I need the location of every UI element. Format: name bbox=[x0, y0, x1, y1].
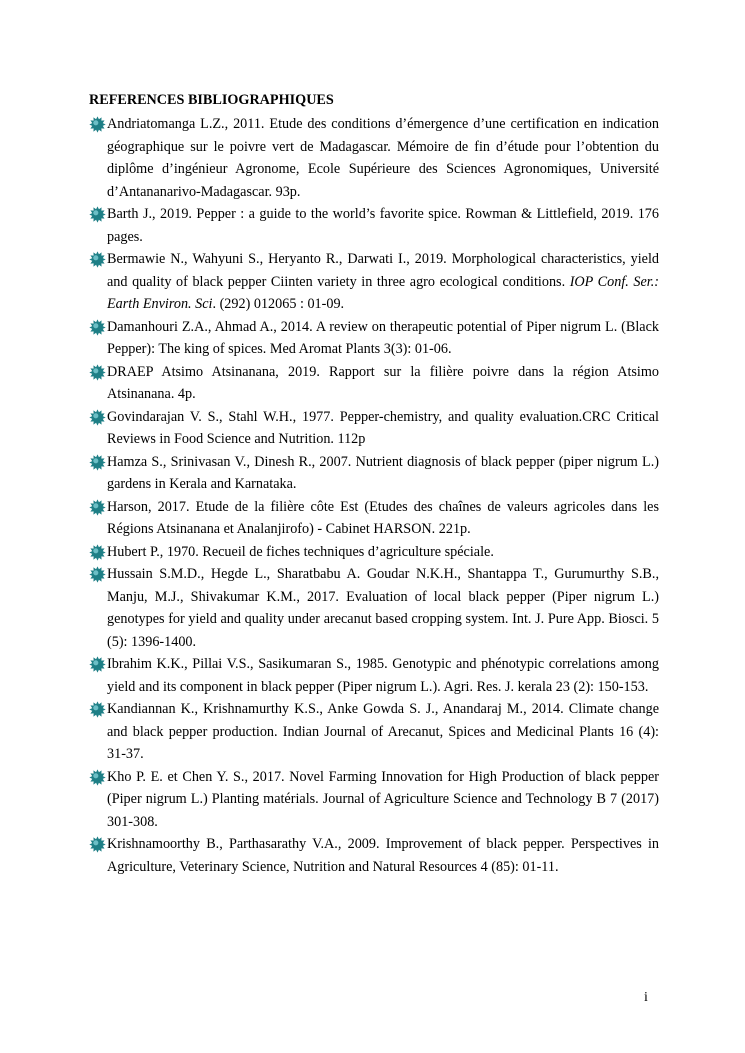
reference-text-tail: . (292) 012065 : 01-09. bbox=[212, 296, 345, 312]
gear-bullet-icon bbox=[89, 836, 106, 853]
reference-item bbox=[89, 766, 659, 834]
reference-text: DRAEP Atsimo Atsinanana, 2019. Rapport sur la filière poivre dans la région Atsimo Atsinanana. 4p. bbox=[107, 363, 659, 402]
reference-text: Ibrahim K.K., Pillai V.S., Sasikumaran S., 1985. Genotypic and phénotypic correlations among yield and its component in black pepper (Piper nigrum L.). Agri. Res. J. kerala 23 (2): 150-153. bbox=[107, 656, 659, 695]
reference-text: Andriatomanga L.Z., 2011. Etude des conditions d’émergence d’une certification en indication géographique sur le poivre vert de Madagascar. Mémoire de fin d’étude pour l’obtention du diplôme d’ingénieur Agronome, Ecole Supérieure des Sciences Agronomiques, Université d’Antananarivo-Madagascar. 93p. bbox=[107, 116, 659, 200]
reference-item bbox=[89, 698, 659, 766]
gear-bullet-icon bbox=[89, 454, 106, 471]
reference-item bbox=[89, 406, 659, 451]
reference-item bbox=[89, 833, 659, 878]
gear-bullet-icon bbox=[89, 206, 106, 223]
reference-text: Hussain S.M.D., Hegde L., Sharatbabu A. Goudar N.K.H., Shantappa T., Gurumurthy S.B., Manju, M.J., Shivakumar K.M., 2017. Evaluation of local black pepper (Piper nigrum L.) genotypes for yield and quality under arecanut based cropping system. Int. J. Pure App. Biosci. 5 (5): 1396-1400. bbox=[107, 566, 659, 650]
reference-list bbox=[89, 113, 659, 878]
reference-item bbox=[89, 361, 659, 406]
reference-item bbox=[89, 113, 659, 203]
gear-bullet-icon bbox=[89, 499, 106, 516]
reference-text: Harson, 2017. Etude de la filière côte Est (Etudes des chaînes de valeurs agricoles dans les Régions Atsinanana et Analanjirofo) - Cabinet HARSON. 221p. bbox=[107, 498, 659, 537]
gear-bullet-icon bbox=[89, 364, 106, 381]
gear-bullet-icon bbox=[89, 544, 106, 561]
gear-bullet-icon bbox=[89, 701, 106, 718]
reference-text: Damanhouri Z.A., Ahmad A., 2014. A review on therapeutic potential of Piper nigrum L. (Black Pepper): The king of spices. Med Aromat Plants 3(3): 01-06. bbox=[107, 318, 659, 357]
reference-item bbox=[89, 653, 659, 698]
reference-item bbox=[89, 316, 659, 361]
reference-item bbox=[89, 203, 659, 248]
gear-bullet-icon bbox=[89, 319, 106, 336]
reference-item bbox=[89, 496, 659, 541]
reference-text: Kandiannan K., Krishnamurthy K.S., Anke Gowda S. J., Anandaraj M., 2014. Climate change and black pepper production. Indian Journal of Arecanut, Spices and Medicinal Plants 16 (4): 31-37. bbox=[107, 701, 659, 762]
gear-bullet-icon bbox=[89, 769, 106, 786]
gear-bullet-icon bbox=[89, 566, 106, 583]
reference-item bbox=[89, 248, 659, 316]
reference-item bbox=[89, 563, 659, 653]
reference-item bbox=[89, 451, 659, 496]
gear-bullet-icon bbox=[89, 251, 106, 268]
gear-bullet-icon bbox=[89, 116, 106, 133]
reference-text: Hubert P., 1970. Recueil de fiches techniques d’agriculture spéciale. bbox=[107, 543, 494, 560]
reference-journal: IOP Conf. Ser.: Earth Environ. Sci bbox=[107, 273, 659, 312]
gear-bullet-icon bbox=[89, 409, 106, 426]
page-title: REFERENCES BIBLIOGRAPHIQUES bbox=[89, 92, 334, 108]
reference-text: Kho P. E. et Chen Y. S., 2017. Novel Farming Innovation for High Production of black pepper (Piper nigrum L.) Planting matérials. Journal of Agriculture Science and Technology B 7 (2017) 301-308. bbox=[107, 768, 659, 830]
gear-bullet-icon bbox=[89, 656, 106, 673]
reference-text: Bermawie N., Wahyuni S., Heryanto R., Darwati I., 2019. Morphological characteristics, yield and quality of black pepper Ciinten variety in three agro ecological conditions. bbox=[107, 251, 659, 290]
reference-item bbox=[89, 541, 659, 564]
reference-text: Hamza S., Srinivasan V., Dinesh R., 2007. Nutrient diagnosis of black pepper (piper nigrum L.) gardens in Kerala and Karnataka. bbox=[107, 453, 659, 492]
reference-text: Barth J., 2019. Pepper : a guide to the world’s favorite spice. Rowman & Littlefield, 2019. 176 pages. bbox=[107, 206, 659, 245]
page-number: i bbox=[644, 990, 648, 1005]
reference-text: Krishnamoorthy B., Parthasarathy V.A., 2009. Improvement of black pepper. Perspectives in Agriculture, Veterinary Science, Nutrition and Natural Resources 4 (85): 01-11. bbox=[107, 836, 659, 875]
reference-text: Govindarajan V. S., Stahl W.H., 1977. Pepper-chemistry, and quality evaluation.CRC Critical Reviews in Food Science and Nutrition. 112p bbox=[107, 408, 659, 447]
